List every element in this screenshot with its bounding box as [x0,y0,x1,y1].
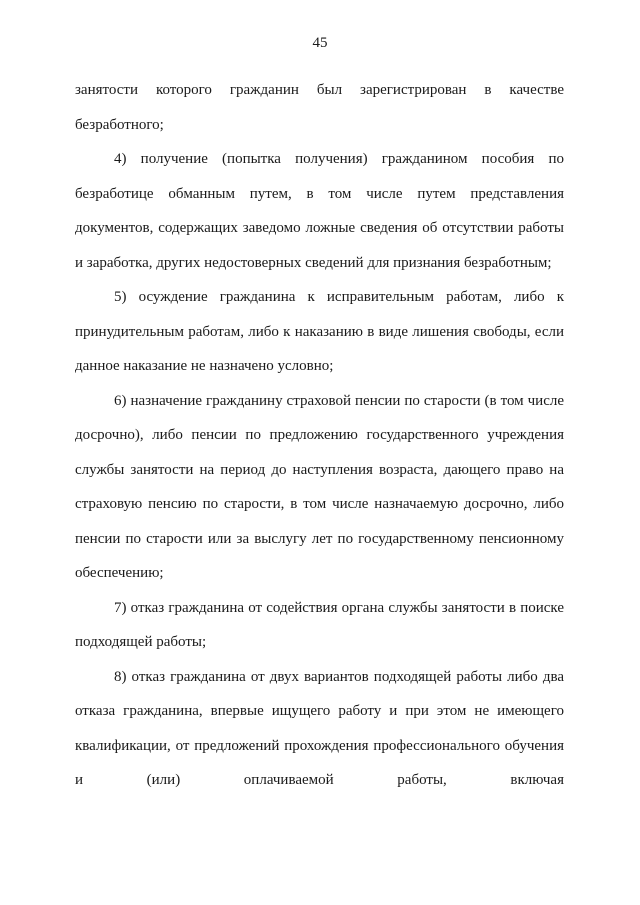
paragraph-continuation: занятости которого гражданин был зарегистрирован в качестве безработного; [75,82,564,133]
paragraph-item-8: 8) отказ гражданина от двух вариантов подходящей работы либо два отказа гражданина, впервые ищущего работу и при этом не имеющего квалификации, от предложений прохождения профессионального обучения и (или) оплачиваемой работы, включая [75,668,564,788]
paragraph-item-4: 4) получение (попытка получения) гражданином пособия по безработице обманным путем, в том числе путем представления документов, содержащих заведомо ложные сведения об отсутствии работы и заработка, других недостоверных сведений для признания безработным; [75,151,564,271]
document-body [75,73,564,798]
paragraph-item-7: 7) отказ гражданина от содействия органа службы занятости в поиске подходящей работы; [75,599,564,650]
page-number: 45 [312,35,328,51]
paragraph-item-6: 6) назначение гражданину страховой пенсии по старости (в том числе досрочно), либо пенсии по предложению государственного учреждения службы занятости на период до наступления возраста, дающего право на страховую пенсию по старости, в том числе назначаемую досрочно, либо пенсии по старости или за выслугу лет по государственному пенсионному обеспечению; [75,392,564,581]
paragraph-item-5: 5) осуждение гражданина к исправительным работам, либо к принудительным работам, либо к наказанию в виде лишения свободы, если данное наказание не назначено условно; [75,289,564,374]
